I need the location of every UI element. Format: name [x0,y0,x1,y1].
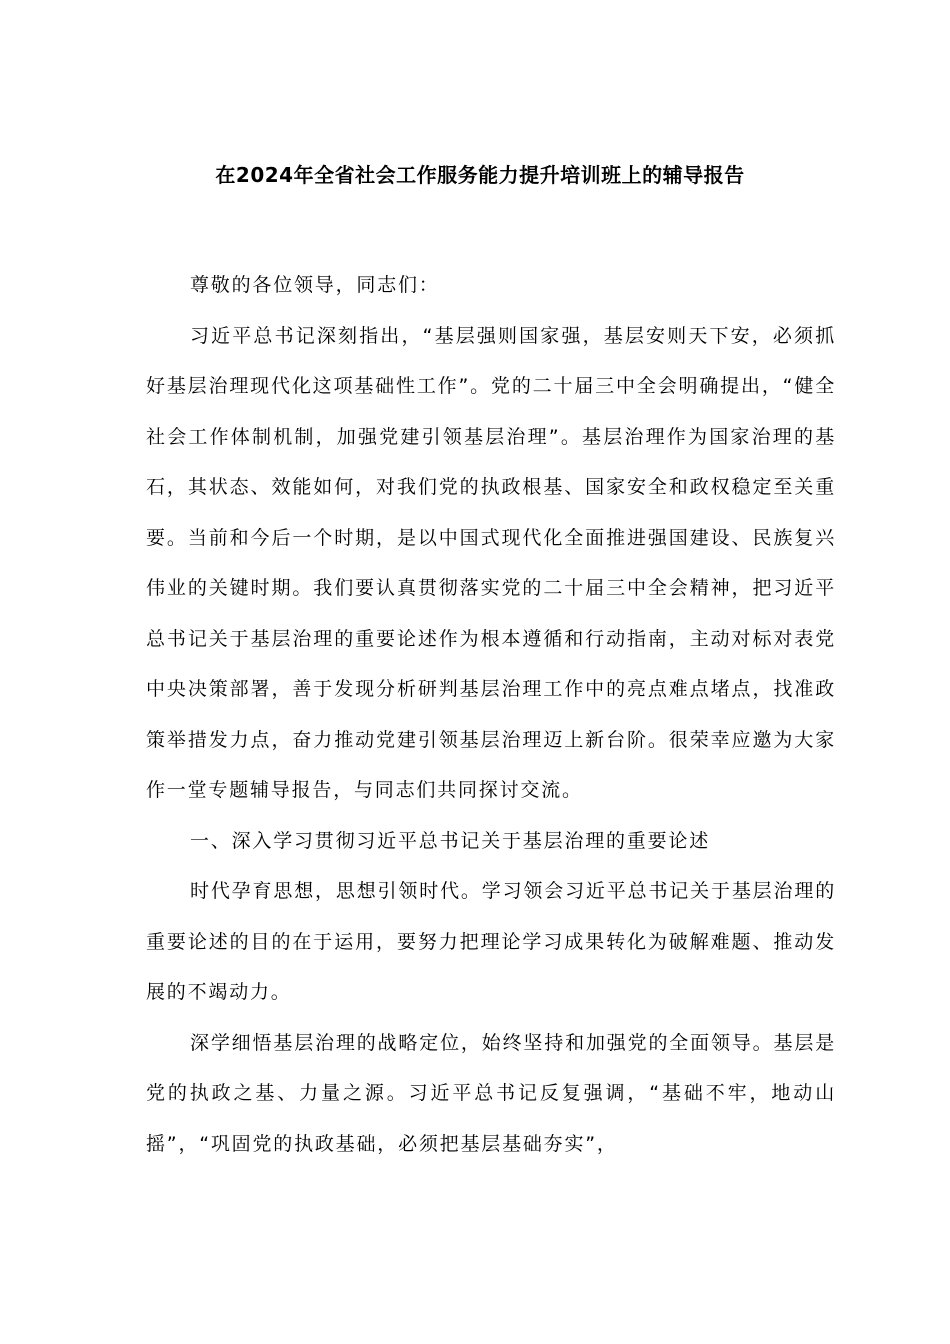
salutation-paragraph: 尊敬的各位领导，同志们： [190,274,440,296]
section-1-paragraph-2: 深学细悟基层治理的战略定位，始终坚持和加强党的全面领导。基层是党的执政之基、力量之源。习近平总书记反复强调，“基础不牢，地动山摇”，“巩固党的执政基础，必须把基层基础夯实”， [146,1031,836,1155]
document-title: 在2024年全省社会工作服务能力提升培训班上的辅导报告 [215,163,745,187]
section-1-paragraph-1: 时代孕育思想，思想引领时代。学习领会习近平总书记关于基层治理的重要论述的目的在于运用，要努力把理论学习成果转化为破解难题、推动发展的不竭动力。 [146,880,836,1003]
section-heading-1: 一、深入学习贯彻习近平总书记关于基层治理的重要论述 [190,829,711,852]
document-body [146,260,836,1169]
intro-paragraph: 习近平总书记深刻指出，“基层强则国家强，基层安则天下安，必须抓好基层治理现代化这项基础性工作”。党的二十届三中全会明确提出，“健全社会工作体制机制，加强党建引领基层治理”。基层治理作为国家治理的基石，其状态、效能如何，对我们党的执政根基、国家安全和政权稳定至关重要。当前和今后一个时期，是以中国式现代化全面推进强国建设、民族复兴伟业的关键时期。我们要认真贯彻落实党的二十届三中全会精神，把习近平总书记关于基层治理的重要论述作为根本遵循和行动指南，主动对标对表党中央决策部署，善于发现分析研判基层治理工作中的亮点难点堵点，找准政策举措发力点，奋力推动党建引领基层治理迈上新台阶。很荣幸应邀为大家作一堂专题辅导报告，与同志们共同探讨交流。 [146,324,836,801]
